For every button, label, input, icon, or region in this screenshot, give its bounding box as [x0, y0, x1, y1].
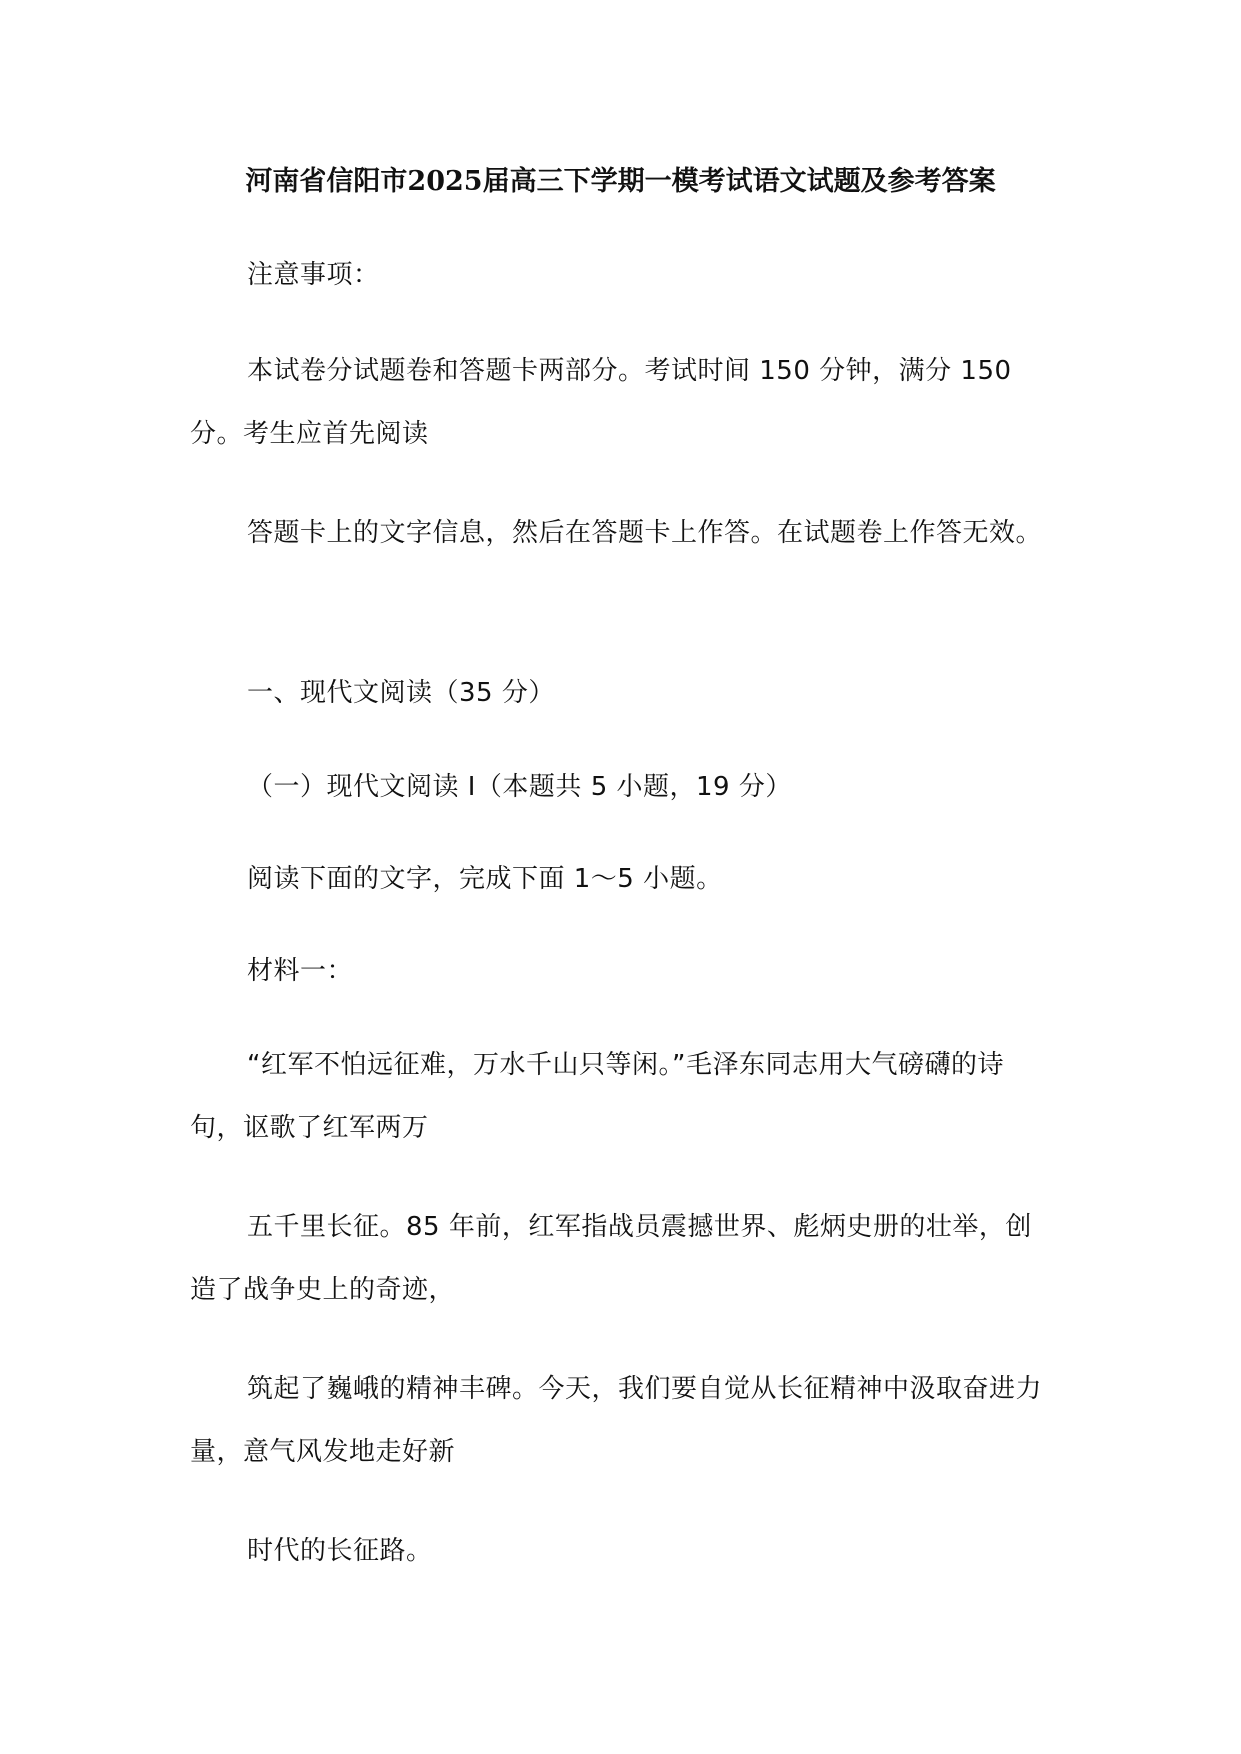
material-paragraph: 筑起了巍峨的精神丰碑。今天，我们要自觉从长征精神中汲取奋进力量，意气风发地走好新: [190, 1374, 1043, 1467]
notice-heading: 注意事项：: [247, 260, 380, 290]
material-paragraph: 时代的长征路。: [247, 1536, 433, 1566]
document-title: 河南省信阳市2025届高三下学期一模考试语文试题及参考答案: [245, 166, 996, 197]
exam-info-paragraph: 本试卷分试题卷和答题卡两部分。考试时间 150 分钟，满分 150 分。考生应首先阅读: [190, 356, 1012, 449]
material-paragraph: “红军不怕远征难，万水千山只等闲。”毛泽东同志用大气磅礴的诗句，讴歌了红军两万: [190, 1050, 1004, 1143]
subsection-heading: （一）现代文阅读 I（本题共 5 小题，19 分）: [247, 772, 792, 802]
reading-instruction: 阅读下面的文字，完成下面 1～5 小题。: [247, 864, 723, 894]
material-label: 材料一：: [247, 956, 354, 986]
section-heading: 一、现代文阅读（35 分）: [247, 678, 555, 708]
material-paragraph: 五千里长征。85 年前，红军指战员震撼世界、彪炳史册的壮举，创造了战争史上的奇迹，: [190, 1212, 1032, 1305]
answer-card-paragraph: 答题卡上的文字信息，然后在答题卡上作答。在试题卷上作答无效。: [247, 518, 1043, 548]
